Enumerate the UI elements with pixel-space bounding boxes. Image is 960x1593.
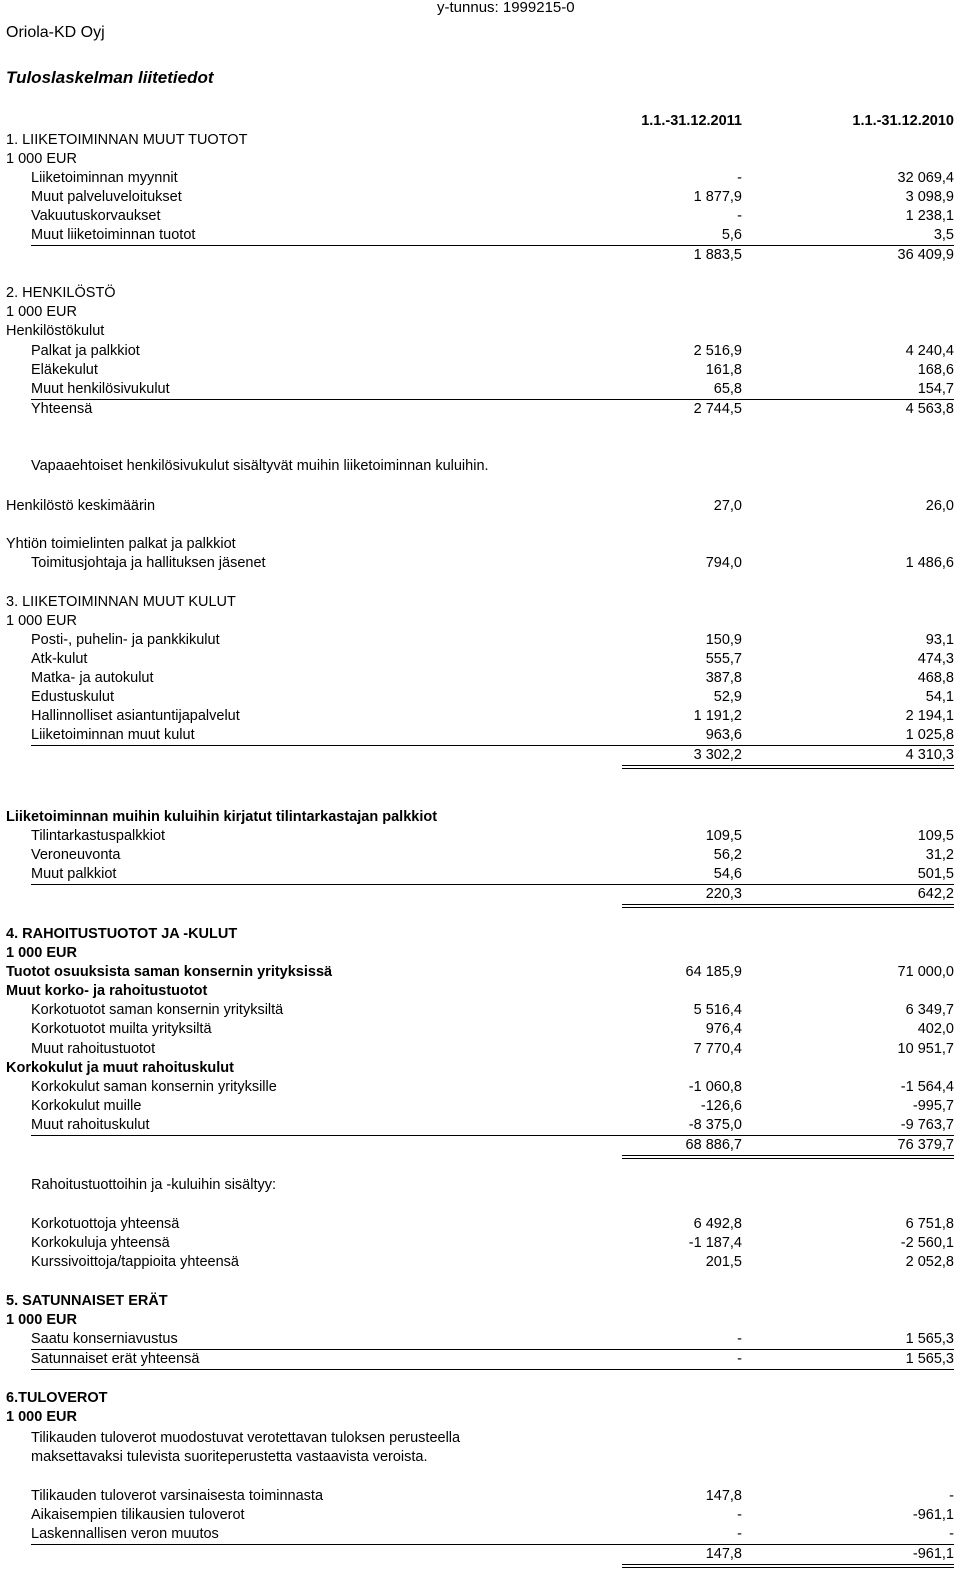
value-2011: -1 187,4 [688, 1235, 742, 1251]
value-2011: 2 744,5 [693, 401, 742, 417]
section-heading: 1. LIIKETOIMINNAN MUUT TUOTOT [6, 132, 248, 148]
double-underline [622, 1564, 954, 1568]
value-2011: 147,8 [705, 1488, 742, 1504]
value-2010: 474,3 [917, 651, 954, 667]
section-heading: 2. HENKILÖSTÖ [6, 285, 116, 301]
total-2011: 147,8 [705, 1546, 742, 1562]
divider [31, 1369, 954, 1370]
page-title: Tuloslaskelman liitetiedot [6, 68, 214, 87]
company-name: Oriola-KD Oyj [6, 24, 105, 41]
total-2010: 642,2 [917, 886, 954, 902]
value-2010: 4 240,4 [905, 343, 954, 359]
value-2011: - [737, 208, 742, 224]
total-2011: 1 883,5 [693, 247, 742, 263]
divider [31, 745, 954, 746]
value-2011: 109,5 [705, 828, 742, 844]
unit-label: 1 000 EUR [6, 151, 77, 167]
divider [31, 399, 954, 400]
row-label: Saatu konserniavustus [31, 1331, 178, 1347]
value-2011: 52,9 [713, 689, 742, 705]
unit-label: 1 000 EUR [6, 613, 77, 629]
value-2010: - [949, 1526, 954, 1542]
row-label: Toimitusjohtaja ja hallituksen jäsenet [31, 555, 266, 571]
value-2011: 161,8 [705, 362, 742, 378]
value-2010: 71 000,0 [897, 964, 954, 980]
value-2010: 54,1 [925, 689, 954, 705]
value-2010: 154,7 [917, 381, 954, 397]
value-2010: 3 098,9 [905, 189, 954, 205]
section-heading: 3. LIIKETOIMINNAN MUUT KULUT [6, 594, 236, 610]
row-label: Korkokulut muille [31, 1098, 142, 1114]
value-2011: 1 191,2 [693, 708, 742, 724]
double-underline [622, 1155, 954, 1159]
row-label: Satunnaiset erät yhteensä [31, 1351, 200, 1367]
row-label: Muut palkkiot [31, 866, 117, 882]
total-2010: 36 409,9 [897, 247, 954, 263]
value-2010: 6 349,7 [905, 1002, 954, 1018]
value-2011: 6 492,8 [693, 1216, 742, 1232]
value-2010: -995,7 [912, 1098, 954, 1114]
value-2010: -2 560,1 [900, 1235, 954, 1251]
row-label: Eläkekulut [31, 362, 98, 378]
value-2010: 501,5 [917, 866, 954, 882]
value-2010: 1 238,1 [905, 208, 954, 224]
row-label: Korkotuotot muilta yrityksiltä [31, 1021, 212, 1037]
value-2011: 5,6 [721, 227, 742, 243]
note-text: Tilikauden tuloverot muodostuvat verotettavan tuloksen perusteella [31, 1430, 461, 1446]
value-2011: -126,6 [700, 1098, 742, 1114]
divider [31, 1544, 954, 1545]
value-2010: 6 751,8 [905, 1216, 954, 1232]
value-2010: 2 194,1 [905, 708, 954, 724]
value-2010: 109,5 [917, 828, 954, 844]
row-label: Korkokuluja yhteensä [31, 1235, 170, 1251]
subheading: Muut korko- ja rahoitustuotot [6, 983, 208, 999]
total-2011: 68 886,7 [685, 1137, 742, 1153]
value-2011: 963,6 [705, 727, 742, 743]
row-label: Vakuutuskorvaukset [31, 208, 161, 224]
value-2011: 2 516,9 [693, 343, 742, 359]
value-2011: - [737, 1507, 742, 1523]
total-2011: 3 302,2 [693, 747, 742, 763]
unit-label: 1 000 EUR [6, 1312, 77, 1328]
section-heading: 6.TULOVEROT [6, 1390, 108, 1406]
subheading: Liiketoiminnan muihin kuluihin kirjatut tilintarkastajan palkkiot [6, 809, 438, 825]
row-label: Korkotuotot saman konsernin yrityksiltä [31, 1002, 284, 1018]
value-2010: 1 565,3 [905, 1351, 954, 1367]
row-label: Kurssivoittoja/tappioita yhteensä [31, 1254, 239, 1270]
value-2011: 150,9 [705, 632, 742, 648]
row-label: Liiketoiminnan muut kulut [31, 727, 195, 743]
value-2010: 1 486,6 [905, 555, 954, 571]
divider [31, 884, 954, 885]
value-2010: 2 052,8 [905, 1254, 954, 1270]
row-label: Muut liiketoiminnan tuotot [31, 227, 196, 243]
value-2011: - [737, 170, 742, 186]
note-text: Rahoitustuottoihin ja -kuluihin sisältyy: [31, 1177, 277, 1193]
row-label: Liiketoiminnan myynnit [31, 170, 178, 186]
unit-label: 1 000 EUR [6, 1409, 77, 1425]
value-2010: - [949, 1488, 954, 1504]
column-header-2010: 1.1.-31.12.2010 [852, 113, 954, 129]
value-2011: 5 516,4 [693, 1002, 742, 1018]
row-label: Atk-kulut [31, 651, 88, 667]
row-label: Palkat ja palkkiot [31, 343, 140, 359]
row-label: Matka- ja autokulut [31, 670, 154, 686]
value-2010: 4 563,8 [905, 401, 954, 417]
value-2011: 7 770,4 [693, 1041, 742, 1057]
value-2010: 10 951,7 [897, 1041, 954, 1057]
value-2011: 27,0 [713, 498, 742, 514]
value-2011: -8 375,0 [688, 1117, 742, 1133]
row-label: Tuotot osuuksista saman konsernin yrityksissä [6, 964, 333, 980]
row-label: Henkilöstö keskimäärin [6, 498, 156, 514]
value-2011: 1 877,9 [693, 189, 742, 205]
total-2010: 4 310,3 [905, 747, 954, 763]
row-label: Muut palveluveloitukset [31, 189, 182, 205]
row-label: Korkotuottoja yhteensä [31, 1216, 180, 1232]
row-label: Tilintarkastuspalkkiot [31, 828, 166, 844]
value-2011: - [737, 1331, 742, 1347]
value-2011: 555,7 [705, 651, 742, 667]
business-id: y-tunnus: 1999215-0 [437, 0, 575, 16]
value-2010: 468,8 [917, 670, 954, 686]
row-label: Tilikauden tuloverot varsinaisesta toiminnasta [31, 1488, 324, 1504]
row-label: Muut henkilösivukulut [31, 381, 170, 397]
total-2010: 76 379,7 [897, 1137, 954, 1153]
row-label: Muut rahoitustuotot [31, 1041, 156, 1057]
note-text: maksettavaksi tulevista suoriteperustetta vastaavista veroista. [31, 1449, 428, 1465]
value-2010: 168,6 [917, 362, 954, 378]
unit-label: 1 000 EUR [6, 304, 77, 320]
value-2011: - [737, 1351, 742, 1367]
double-underline [622, 904, 954, 908]
row-label: Muut rahoituskulut [31, 1117, 150, 1133]
row-label: Edustuskulut [31, 689, 115, 705]
value-2010: 93,1 [925, 632, 954, 648]
value-2011: -1 060,8 [688, 1079, 742, 1095]
unit-label: 1 000 EUR [6, 945, 77, 961]
row-label: Aikaisempien tilikausien tuloverot [31, 1507, 245, 1523]
subheading: Yhtiön toimielinten palkat ja palkkiot [6, 536, 236, 552]
value-2010: -1 564,4 [900, 1079, 954, 1095]
row-label: Posti-, puhelin- ja pankkikulut [31, 632, 220, 648]
value-2011: 54,6 [713, 866, 742, 882]
value-2011: 64 185,9 [685, 964, 742, 980]
value-2010: 1 565,3 [905, 1331, 954, 1347]
value-2011: 201,5 [705, 1254, 742, 1270]
value-2011: - [737, 1526, 742, 1542]
value-2011: 794,0 [705, 555, 742, 571]
divider [31, 1135, 954, 1136]
subheading: Korkokulut ja muut rahoituskulut [6, 1060, 234, 1076]
total-2011: 220,3 [705, 886, 742, 902]
row-label: Laskennallisen veron muutos [31, 1526, 219, 1542]
total-2010: -961,1 [912, 1546, 954, 1562]
row-label: Veroneuvonta [31, 847, 121, 863]
value-2010: 1 025,8 [905, 727, 954, 743]
subheading: Henkilöstökulut [6, 323, 105, 339]
section-heading: 4. RAHOITUSTUOTOT JA -KULUT [6, 926, 238, 942]
value-2011: 976,4 [705, 1021, 742, 1037]
row-label: Hallinnolliset asiantuntijapalvelut [31, 708, 240, 724]
value-2011: 387,8 [705, 670, 742, 686]
value-2010: -961,1 [912, 1507, 954, 1523]
value-2010: 31,2 [925, 847, 954, 863]
value-2010: 32 069,4 [897, 170, 954, 186]
value-2010: 26,0 [925, 498, 954, 514]
value-2010: 3,5 [933, 227, 954, 243]
value-2010: -9 763,7 [900, 1117, 954, 1133]
value-2011: 56,2 [713, 847, 742, 863]
divider [31, 245, 954, 246]
row-label: Korkokulut saman konsernin yrityksille [31, 1079, 277, 1095]
double-underline [622, 765, 954, 769]
section-heading: 5. SATUNNAISET ERÄT [6, 1293, 168, 1309]
value-2010: 402,0 [917, 1021, 954, 1037]
note-text: Vapaaehtoiset henkilösivukulut sisältyvät muihin liiketoiminnan kuluihin. [31, 458, 489, 474]
column-header-2011: 1.1.-31.12.2011 [641, 113, 742, 129]
row-label: Yhteensä [31, 401, 93, 417]
value-2011: 65,8 [713, 381, 742, 397]
